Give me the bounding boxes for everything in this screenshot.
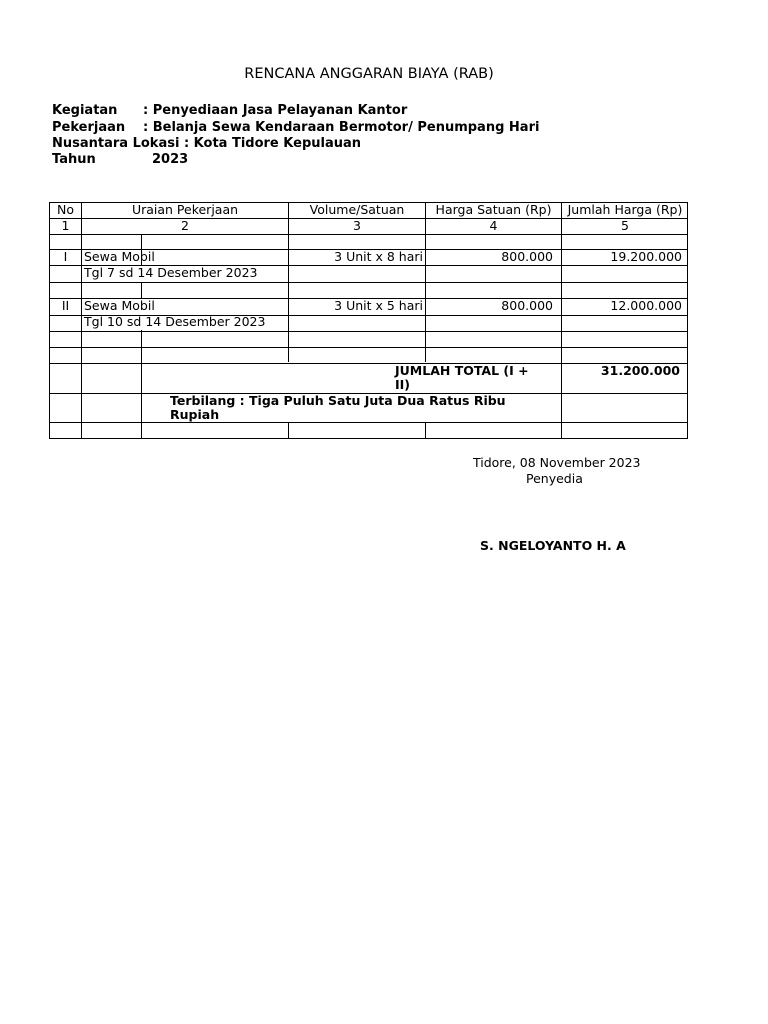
terbilang-text-continued: Rupiah bbox=[170, 407, 220, 422]
kegiatan-label: Kegiatan bbox=[52, 103, 118, 118]
header-jumlah-harga: Jumlah Harga (Rp) bbox=[567, 202, 683, 217]
column-divider bbox=[288, 422, 289, 439]
total-label: JUMLAH TOTAL (I + bbox=[395, 363, 529, 378]
tahun-value: 2023 bbox=[152, 152, 189, 167]
place-date: Tidore, 08 November 2023 bbox=[473, 455, 641, 470]
item-jumlah: 12.000.000 bbox=[610, 298, 682, 313]
document-title: RENCANA ANGGARAN BIAYA (RAB) bbox=[244, 66, 494, 82]
item-uraian: Sewa Mobil bbox=[84, 298, 155, 313]
column-number: 2 bbox=[181, 218, 189, 233]
item-tanggal: Tgl 10 sd 14 Desember 2023 bbox=[84, 314, 266, 329]
item-no: I bbox=[63, 249, 68, 264]
column-number: 3 bbox=[353, 218, 361, 233]
pekerjaan-label: Pekerjaan bbox=[52, 120, 126, 135]
item-harga-satuan: 800.000 bbox=[501, 249, 553, 264]
column-number: 5 bbox=[621, 218, 629, 233]
item-no: II bbox=[61, 298, 70, 313]
table-border-right bbox=[687, 202, 688, 439]
item-uraian: Sewa Mobil bbox=[84, 249, 155, 264]
kegiatan-value: : Penyediaan Jasa Pelayanan Kantor bbox=[143, 103, 408, 118]
total-value: 31.200.000 bbox=[600, 363, 680, 378]
row-divider bbox=[49, 234, 688, 235]
signatory-role: Penyedia bbox=[526, 471, 583, 486]
column-number: 1 bbox=[61, 218, 70, 233]
column-divider bbox=[81, 202, 82, 439]
row-divider bbox=[49, 347, 688, 348]
item-harga-satuan: 800.000 bbox=[501, 298, 553, 313]
item-volume: 3 Unit x 8 hari bbox=[334, 249, 423, 264]
total-label-continued: II) bbox=[395, 377, 411, 392]
tahun-label: Tahun bbox=[52, 152, 96, 167]
item-volume: 3 Unit x 5 hari bbox=[334, 298, 423, 313]
row-divider bbox=[49, 282, 688, 283]
header-harga-satuan: Harga Satuan (Rp) bbox=[435, 202, 552, 217]
table-border-left bbox=[49, 202, 50, 439]
item-jumlah: 19.200.000 bbox=[610, 249, 682, 264]
column-number: 4 bbox=[489, 218, 498, 233]
header-uraian: Uraian Pekerjaan bbox=[131, 202, 239, 217]
terbilang-text: Terbilang : Tiga Puluh Satu Juta Dua Ratus Ribu bbox=[170, 393, 506, 408]
row-divider bbox=[49, 331, 688, 332]
row-divider bbox=[49, 422, 688, 423]
item-tanggal: Tgl 7 sd 14 Desember 2023 bbox=[84, 265, 258, 280]
signatory-name: S. NGELOYANTO H. A bbox=[480, 538, 626, 553]
column-divider bbox=[561, 202, 562, 439]
header-no: No bbox=[57, 202, 74, 217]
pekerjaan-value: : Belanja Sewa Kendaraan Bermotor/ Penumpang Hari bbox=[143, 120, 540, 135]
nusantara-lokasi-line: Nusantara Lokasi : Kota Tidore Kepulauan bbox=[52, 136, 362, 151]
header-volume: Volume/Satuan bbox=[309, 202, 405, 217]
rab-table bbox=[49, 202, 688, 439]
table-border-bottom bbox=[49, 438, 688, 439]
column-divider bbox=[141, 282, 142, 298]
column-divider bbox=[425, 422, 426, 439]
